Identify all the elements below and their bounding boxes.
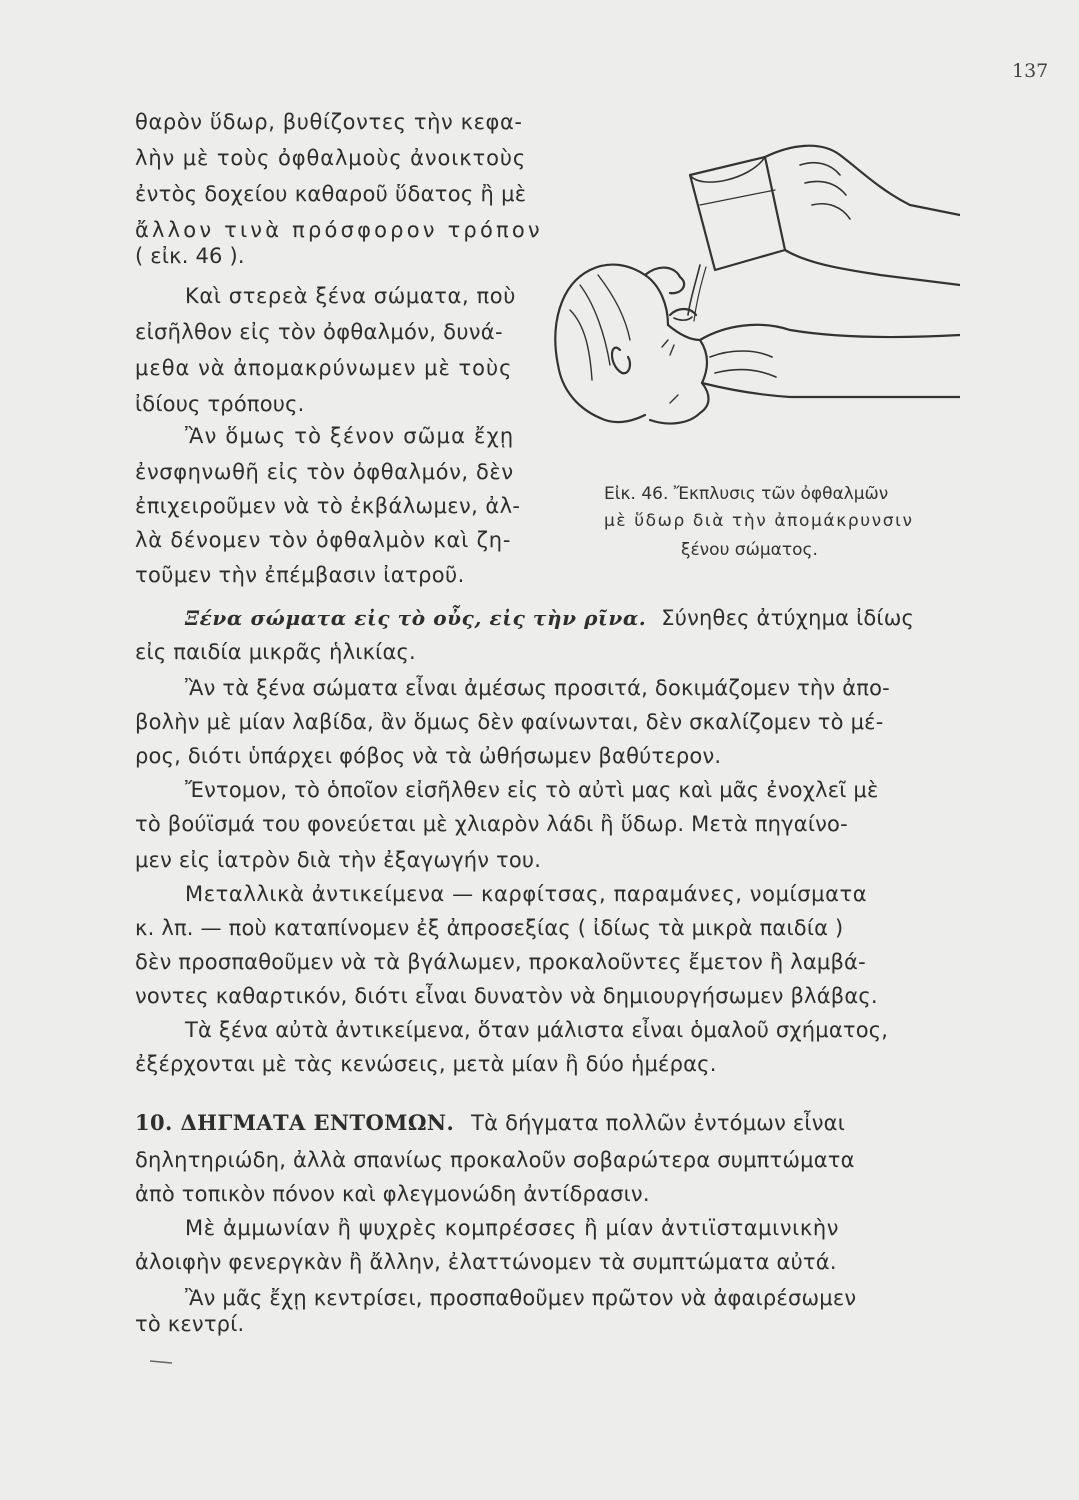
text-line: Ἂν μᾶς ἔχῃ κεντρίσει, προσπαθοῦμεν πρῶτον νὰ ἀφαιρέσωμεν (185, 1286, 857, 1310)
section-lead: Τὰ δήγματα πολλῶν ἐντόμων εἶναι (471, 1111, 846, 1135)
section-heading: Ξένα σώματα εἰς τὸ οὖς, εἰς τὴν ρῖνα. (185, 606, 647, 630)
text-line: ἄλλον τινὰ πρόσφορον τρόπον (135, 218, 543, 242)
text-line: ἀπὸ τοπικὸν πόνον καὶ φλεγμονώδη ἀντίδρασιν. (135, 1182, 650, 1206)
text-line: εἰς παιδία μικρᾶς ἡλικίας. (135, 640, 416, 664)
text-line: τὸ βούϊσμά του φονεύεται μὲ χλιαρὸν λάδι ἢ ὕδωρ. Μετὰ πηγαίνο- (135, 812, 848, 836)
text-line: εἰσῆλθον εἰς τὸν ὀφθαλμόν, δυνά- (135, 320, 503, 344)
text-line: ἐξέρχονται μὲ τὰς κενώσεις, μετὰ μίαν ἢ δύο ἡμέρας. (135, 1052, 717, 1076)
section-heading-line (185, 608, 914, 629)
text-line: θαρὸν ὕδωρ, βυθίζοντες τὴν κεφα- (135, 110, 523, 134)
text-line: ἐντὸς δοχείου καθαροῦ ὕδατος ἢ μὲ (135, 182, 527, 206)
text-line: ἐπιχειροῦμεν νὰ τὸ ἐκβάλωμεν, ἀλ- (135, 494, 521, 518)
text-line: βολὴν μὲ μίαν λαβίδα, ἂν ὅμως δὲν φαίνωνται, δὲν σκαλίζομεν τὸ μέ- (135, 710, 884, 734)
text-line: μεθα νὰ ἀπομακρύνωμεν μὲ τοὺς (135, 356, 513, 380)
stray-mark (150, 1360, 172, 1364)
text-line: κ. λπ. — ποὺ καταπίνομεν ἐξ ἀπροσεξίας ( ἰδίως τὰ μικρὰ παιδία ) (135, 916, 844, 940)
text-line: ἀλοιφὴν φενεργκὰν ἢ ἄλλην, ἐλαττώνομεν τὰ συμπτώματα αὐτά. (135, 1250, 837, 1274)
text-line: δηλητηριώδη, ἀλλὰ σπανίως προκαλοῦν σοβαρώτερα συμπτώματα (135, 1148, 855, 1172)
figure-caption-line: μὲ ὕδωρ διὰ τὴν ἀπομάκρυνσιν (604, 511, 914, 531)
text-line: λὴν μὲ τοὺς ὀφθαλμοὺς ἀνοικτοὺς (135, 146, 527, 170)
text-line: Μεταλλικὰ ἀντικείμενα — καρφίτσας, παραμάνες, νομίσματα (185, 882, 868, 906)
text-line: τὸ κεντρί. (135, 1312, 245, 1336)
section-heading-line (135, 1112, 845, 1134)
figure-caption-line: Εἰκ. 46. Ἔκπλυσις τῶν ὀφθαλμῶν (604, 484, 889, 504)
text-line: λὰ δένομεν τὸν ὀφθαλμὸν καὶ ζη- (135, 528, 512, 552)
text-line: νοντες καθαρτικόν, διότι εἶναι δυνατὸν νὰ δημιουργήσωμεν βλάβας. (135, 984, 878, 1008)
text-line: Μὲ ἀμμωνίαν ἢ ψυχρὲς κομπρέσσες ἢ μίαν ἀντιϊσταμινικὴν (185, 1216, 840, 1240)
text-line: τοῦμεν τὴν ἐπέμβασιν ἰατροῦ. (135, 563, 465, 587)
section-lead: Σύνηθες ἀτύχημα ἰδίως (661, 606, 915, 630)
text-line: ἰδίους τρόπους. (135, 392, 305, 416)
text-line: Ἂν ὅμως τὸ ξένον σῶμα ἔχῃ (185, 424, 515, 448)
text-line: δὲν προσπαθοῦμεν νὰ τὰ βγάλωμεν, προκαλοῦντες ἔμετον ἢ λαμβά- (135, 950, 866, 974)
text-line: Τὰ ξένα αὐτὰ ἀντικείμενα, ὅταν μάλιστα εἶναι ὁμαλοῦ σχήματος, (185, 1018, 889, 1042)
page-number: 137 (1012, 60, 1049, 82)
figure-caption-line: ξένου σώματος. (681, 540, 818, 560)
text-line: ( εἰκ. 46 ). (135, 244, 245, 268)
eye-wash-illustration (550, 135, 960, 445)
text-line: ρος, διότι ὑπάρχει φόβος νὰ τὰ ὠθήσωμεν βαθύτερον. (135, 744, 722, 768)
text-line: Καὶ στερεὰ ξένα σώματα, ποὺ (185, 284, 516, 308)
text-line: μεν εἰς ἰατρὸν διὰ τὴν ἐξαγωγήν του. (135, 848, 542, 872)
text-line: Ἔντομον, τὸ ὁποῖον εἰσῆλθεν εἰς τὸ αὐτὶ μας καὶ μᾶς ἐνοχλεῖ μὲ (185, 778, 879, 802)
section-heading: 10. ΔΗΓΜΑΤΑ ΕΝΤΟΜΩΝ. (135, 1110, 455, 1135)
text-line: ἐνσφηνωθῆ εἰς τὸν ὀφθαλμόν, δὲν (135, 460, 514, 484)
text-line: Ἂν τὰ ξένα σώματα εἶναι ἀμέσως προσιτά, δοκιμάζομεν τὴν ἀπο- (185, 676, 890, 700)
